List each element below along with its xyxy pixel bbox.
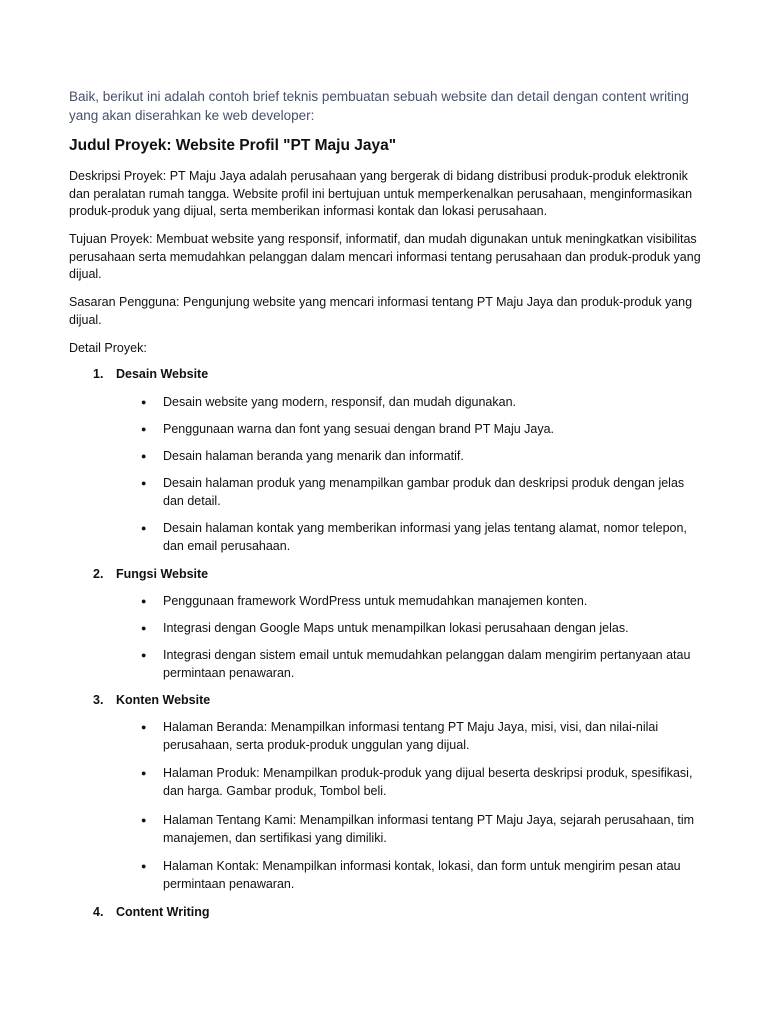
list-item-text: Penggunaan warna dan font yang sesuai dengan brand PT Maju Jaya. [163, 422, 555, 436]
list-item [141, 474, 701, 510]
list-item [141, 764, 701, 800]
bullet-icon: ● [141, 596, 147, 606]
list-item-text: Integrasi dengan Google Maps untuk menampilkan lokasi perusahaan dengan jelas. [163, 621, 629, 635]
list-item [141, 420, 701, 438]
list-item-text: Halaman Tentang Kami: Menampilkan informasi tentang PT Maju Jaya, sejarah perusahaan, tim manajemen, dan sertifikasi yang dimiliki. [163, 813, 695, 845]
list-item [141, 447, 701, 465]
list-item [141, 646, 701, 682]
section-number: 4. [93, 905, 104, 919]
section-heading-content-writing [93, 904, 210, 921]
list-item [141, 811, 701, 847]
list-item [141, 519, 701, 555]
section-title: Fungsi Website [116, 567, 209, 581]
bullet-icon: ● [141, 523, 147, 533]
list-item-text: Desain halaman beranda yang menarik dan informatif. [163, 449, 464, 463]
bullet-icon: ● [141, 815, 147, 825]
bullet-icon: ● [141, 397, 147, 407]
list-item-text: Integrasi dengan sistem email untuk memudahkan pelanggan dalam mengirim pertanyaan atau permintaan penawaran. [163, 648, 691, 680]
section-number: 2. [93, 567, 104, 581]
section-title: Desain Website [116, 367, 209, 381]
list-item [141, 592, 701, 610]
section-heading-fungsi [93, 566, 208, 583]
bullet-icon: ● [141, 650, 147, 660]
list-item-text: Halaman Beranda: Menampilkan informasi tentang PT Maju Jaya, misi, visi, dan nilai-nilai perusahaan, serta produk-produk unggulan yang dijual. [163, 720, 659, 752]
section-title: Content Writing [116, 905, 210, 919]
project-detail-heading: Detail Proyek: [69, 341, 147, 355]
section-heading-desain [93, 366, 208, 383]
project-description: Deskripsi Proyek: PT Maju Jaya adalah perusahaan yang bergerak di bidang distribusi produk-produk elektronik dan peralatan rumah tangga. Website profil ini bertujuan untuk memperkenalkan perusahaan, menginformasikan produk-produk yang dijual, serta memberikan informasi kontak dan lokasi perusahaan. [69, 169, 693, 218]
target-users: Sasaran Pengguna: Pengunjung website yang mencari informasi tentang PT Maju Jaya dan produk-produk yang dijual. [69, 295, 693, 327]
section-heading-konten [93, 692, 210, 709]
bullet-icon: ● [141, 478, 147, 488]
bullet-icon: ● [141, 424, 147, 434]
list-item [141, 619, 701, 637]
intro-text: Baik, berikut ini adalah contoh brief teknis pembuatan sebuah website dan detail dengan content writing yang akan diserahkan ke web developer: [69, 89, 689, 123]
section-title: Konten Website [116, 693, 211, 707]
section-number: 1. [93, 367, 104, 381]
list-item-text: Desain halaman produk yang menampilkan gambar produk dan deskripsi produk dengan jelas dan detail. [163, 476, 685, 508]
list-item [141, 718, 701, 754]
list-item [141, 393, 701, 411]
list-item-text: Penggunaan framework WordPress untuk memudahkan manajemen konten. [163, 594, 588, 608]
bullet-icon: ● [141, 451, 147, 461]
project-goal: Tujuan Proyek: Membuat website yang responsif, informatif, dan mudah digunakan untuk meningkatkan visibilitas perusahaan serta memudahkan pelanggan dalam mencari informasi tentang perusahaan dan produk-produk yang dijual. [69, 232, 701, 281]
list-item-text: Desain halaman kontak yang memberikan informasi yang jelas tentang alamat, nomor telepon, dan email perusahaan. [163, 521, 687, 553]
project-title: Judul Proyek: Website Profil "PT Maju Jaya" [69, 137, 397, 154]
bullet-icon: ● [141, 722, 147, 732]
list-item-text: Desain website yang modern, responsif, dan mudah digunakan. [163, 395, 516, 409]
bullet-icon: ● [141, 623, 147, 633]
bullet-icon: ● [141, 861, 147, 871]
list-item-text: Halaman Produk: Menampilkan produk-produk yang dijual beserta deskripsi produk, spesifikasi, dan harga. Gambar produk, Tombol beli. [163, 766, 693, 798]
list-item-text: Halaman Kontak: Menampilkan informasi kontak, lokasi, dan form untuk mengirim pesan atau permintaan penawaran. [163, 859, 681, 891]
section-number: 3. [93, 693, 104, 707]
list-item [141, 857, 701, 893]
bullet-icon: ● [141, 768, 147, 778]
